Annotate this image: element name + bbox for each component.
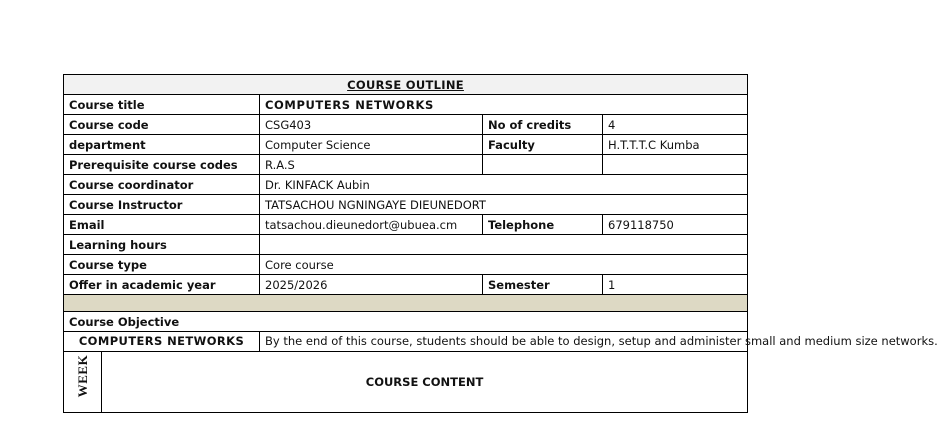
- course-type-value: Core course: [260, 255, 748, 275]
- course-code-row: [64, 115, 748, 135]
- objective-row: [64, 332, 748, 352]
- email-label: Email: [64, 215, 260, 235]
- department-value: Computer Science: [260, 135, 483, 155]
- objective-course-name: COMPUTERS NETWORKS: [64, 332, 260, 352]
- course-title-value: COMPUTERS NETWORKS: [260, 95, 748, 115]
- empty-cell: [603, 155, 748, 175]
- telephone-value: 679118750: [603, 215, 748, 235]
- instructor-value: TATSACHOU NGNINGAYE DIEUNEDORT: [260, 195, 748, 215]
- semester-value: 1: [603, 275, 748, 295]
- content-header-row: [64, 352, 748, 413]
- course-type-label: Course type: [64, 255, 260, 275]
- coordinator-row: [64, 175, 748, 195]
- faculty-value: H.T.T.T.C Kumba: [603, 135, 748, 155]
- separator-row: [64, 295, 748, 312]
- empty-cell: [483, 155, 603, 175]
- credits-label: No of credits: [483, 115, 603, 135]
- semester-label: Semester: [483, 275, 603, 295]
- instructor-row: [64, 195, 748, 215]
- learning-hours-value: [260, 235, 748, 255]
- offer-row: [64, 275, 748, 295]
- course-outline-heading: COURSE OUTLINE: [64, 75, 748, 95]
- title-row: [64, 75, 748, 95]
- coordinator-value: Dr. KINFACK Aubin: [260, 175, 748, 195]
- instructor-label: Course Instructor: [64, 195, 260, 215]
- course-title-row: [64, 95, 748, 115]
- prerequisite-value: R.A.S: [260, 155, 483, 175]
- department-label: department: [64, 135, 260, 155]
- telephone-label: Telephone: [483, 215, 603, 235]
- email-value: tatsachou.dieunedort@ubuea.cm: [260, 215, 483, 235]
- email-row: [64, 215, 748, 235]
- faculty-label: Faculty: [483, 135, 603, 155]
- objective-text: By the end of this course, students should be able to design, setup and administer small and medium size networks.: [260, 332, 748, 352]
- course-title-label: Course title: [64, 95, 260, 115]
- week-header-cell: [64, 352, 102, 413]
- course-objective-label: Course Objective: [64, 312, 748, 332]
- objective-label-row: [64, 312, 748, 332]
- learning-hours-label: Learning hours: [64, 235, 260, 255]
- shaded-separator: [64, 295, 748, 312]
- prerequisite-row: [64, 155, 748, 175]
- coordinator-label: Course coordinator: [64, 175, 260, 195]
- course-outline-table: [63, 74, 938, 413]
- learning-hours-row: [64, 235, 748, 255]
- course-code-value: CSG403: [260, 115, 483, 135]
- credits-value: 4: [603, 115, 748, 135]
- offer-label: Offer in academic year: [64, 275, 260, 295]
- course-type-row: [64, 255, 748, 275]
- department-row: [64, 135, 748, 155]
- prerequisite-label: Prerequisite course codes: [64, 155, 260, 175]
- offer-value: 2025/2026: [260, 275, 483, 295]
- week-label: WEEK: [74, 354, 90, 398]
- course-code-label: Course code: [64, 115, 260, 135]
- course-content-heading: COURSE CONTENT: [102, 352, 748, 413]
